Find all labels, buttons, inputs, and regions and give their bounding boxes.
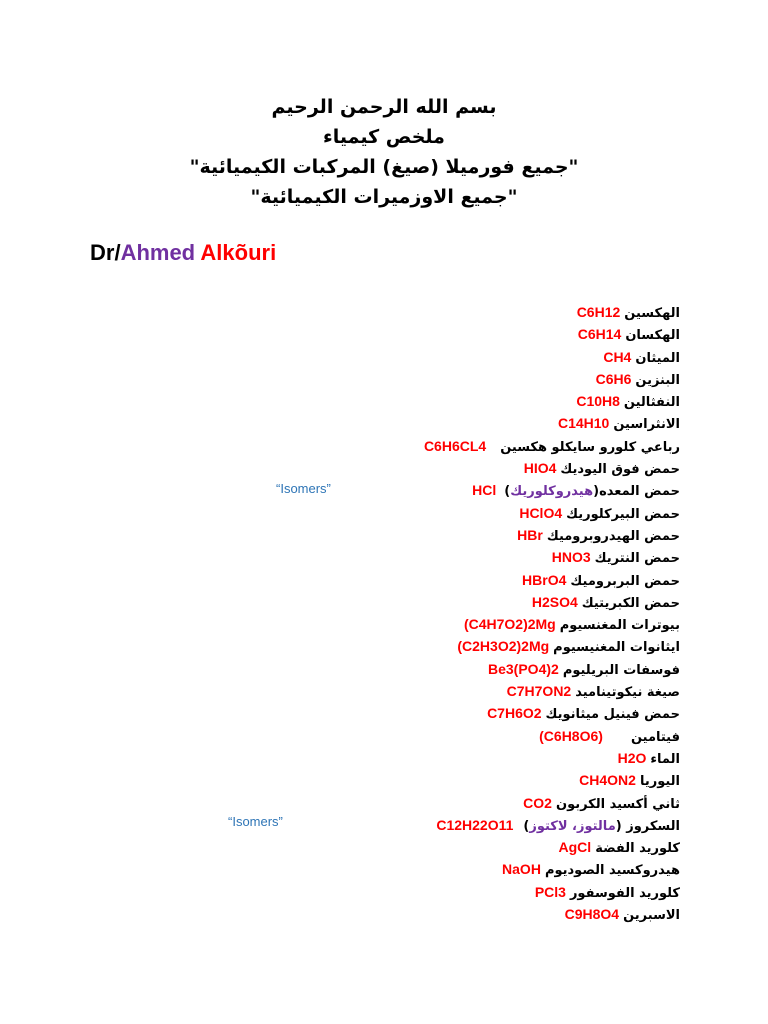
compound-name: الماء	[650, 751, 680, 767]
list-item	[160, 680, 680, 702]
author-name	[90, 240, 276, 266]
compound-formula: HCl	[472, 482, 497, 499]
compound-name: الاسبرين	[623, 908, 680, 924]
compound-formula: HIO4	[523, 460, 557, 477]
list-item	[160, 702, 680, 724]
compound-formula: PCl3	[534, 883, 566, 900]
compound-name: حمض الهيدروبروميك	[546, 528, 680, 544]
compound-name: حمض النتريك	[594, 551, 680, 567]
list-item	[160, 881, 680, 903]
list-item	[160, 390, 680, 412]
compound-formula: CO2	[523, 794, 552, 811]
compound-formula: C7H6O2	[487, 705, 542, 722]
compound-name: حمض البربروميك	[570, 573, 680, 589]
compound-name-end: )	[523, 818, 530, 834]
compound-name: كلوريد الفوسفور	[569, 885, 680, 901]
compound-name: فوسفات البريليوم	[562, 662, 680, 678]
compound-list	[160, 301, 680, 925]
compound-formula: HBrO4	[522, 571, 567, 588]
list-item	[160, 323, 680, 345]
list-item	[160, 591, 680, 613]
compound-name: حمض فوق اليوديك	[560, 462, 680, 478]
list-item	[160, 524, 680, 546]
compound-name: كلوريد الفضة	[595, 841, 680, 857]
compound-formula: HBr	[517, 526, 543, 543]
list-item	[160, 412, 680, 434]
compound-name: النفثالين	[623, 395, 680, 411]
compound-formula: HNO3	[551, 549, 591, 566]
compound-name-end: )	[504, 484, 511, 500]
list-item	[160, 368, 680, 390]
author-first-name: Ahmed	[120, 240, 196, 265]
compound-formula: HClO4	[519, 504, 563, 521]
compound-formula: (C4H7O2)2Mg	[463, 616, 556, 633]
list-item	[160, 569, 680, 591]
list-item	[160, 903, 680, 925]
compound-name: صيغة نيكوتيناميد	[575, 685, 680, 701]
compound-formula: H2O	[617, 749, 647, 766]
author-prefix: Dr/	[90, 240, 121, 265]
compound-formula: Be3(PO4)2	[488, 660, 559, 677]
document-header	[0, 92, 768, 212]
isomers-label-sugars: “Isomers”	[228, 814, 283, 829]
subtitle-formulas: "جميع فورميلا (صيغ) المركبات الكيميائية"	[189, 156, 579, 178]
compound-formula: C6H14	[577, 326, 622, 343]
list-item	[160, 502, 680, 524]
compound-alt-name: هيدروكلوريك	[510, 484, 594, 500]
subtitle-isomers: "جميع الاوزميرات الكيميائية"	[250, 186, 518, 208]
list-item	[160, 658, 680, 680]
compound-name: حمض البيركلوريك	[566, 506, 680, 522]
list-item	[160, 301, 680, 323]
author-last-name: Alkõuri	[200, 240, 277, 265]
compound-formula: (C2H3O2)2Mg	[457, 638, 550, 655]
compound-formula: CH4ON2	[579, 772, 636, 789]
basmala: بسم الله الرحمن الرحيم	[271, 96, 497, 118]
compound-formula: NaOH	[502, 861, 541, 878]
list-item	[160, 747, 680, 769]
list-item	[160, 546, 680, 568]
list-item	[160, 814, 680, 836]
compound-formula: C10H8	[576, 393, 620, 410]
compound-name: السكروز (	[615, 818, 680, 834]
list-item	[160, 479, 680, 501]
compound-name: بيوترات المغنسيوم	[559, 618, 680, 634]
compound-formula: C6H6CL4	[423, 437, 487, 454]
compound-name: فيتامين	[630, 729, 680, 745]
compound-formula: C12H22O11	[436, 816, 514, 833]
compound-name: حمض الكبريتيك	[581, 595, 680, 611]
compound-name: ايثانوات المغنيسيوم	[553, 640, 680, 656]
list-item	[160, 635, 680, 657]
compound-formula: AgCl	[558, 839, 592, 856]
list-item	[160, 836, 680, 858]
list-item	[160, 858, 680, 880]
compound-name: ثاني أكسيد الكربون	[555, 796, 680, 812]
compound-name: الانثراسين	[613, 417, 680, 433]
compound-name: رباعي كلورو سايكلو هكسين	[500, 439, 680, 455]
compound-formula: C7H7ON2	[506, 683, 572, 700]
compound-name: هيدروكسيد الصوديوم	[544, 863, 680, 879]
compound-name: الهكسين	[624, 306, 680, 321]
compound-formula: C6H12	[576, 304, 621, 320]
compound-formula: (C6H8O6)	[539, 727, 603, 744]
list-item	[160, 457, 680, 479]
list-item	[160, 769, 680, 791]
list-item	[160, 435, 680, 457]
isomers-label-acids: “Isomers”	[276, 481, 331, 496]
compound-name: حمض المعده(	[593, 484, 680, 500]
compound-alt-name: مالتوز، لاكتوز	[529, 818, 616, 834]
compound-formula: CH4	[603, 348, 632, 365]
summary-title: ملخص كيمياء	[323, 126, 445, 148]
compound-formula: C6H6	[595, 370, 632, 387]
compound-name: البنزين	[635, 372, 680, 388]
compound-formula: H2SO4	[531, 593, 578, 610]
compound-formula: C14H10	[557, 415, 610, 432]
list-item	[160, 725, 680, 747]
compound-name: الميثان	[635, 350, 680, 366]
compound-name: الهكسان	[625, 328, 680, 344]
list-item	[160, 613, 680, 635]
compound-formula: C9H8O4	[564, 906, 620, 923]
compound-name: اليوريا	[639, 774, 680, 790]
compound-name: حمض فينيل ميثانويك	[545, 707, 680, 723]
list-item	[160, 792, 680, 814]
list-item	[160, 346, 680, 368]
